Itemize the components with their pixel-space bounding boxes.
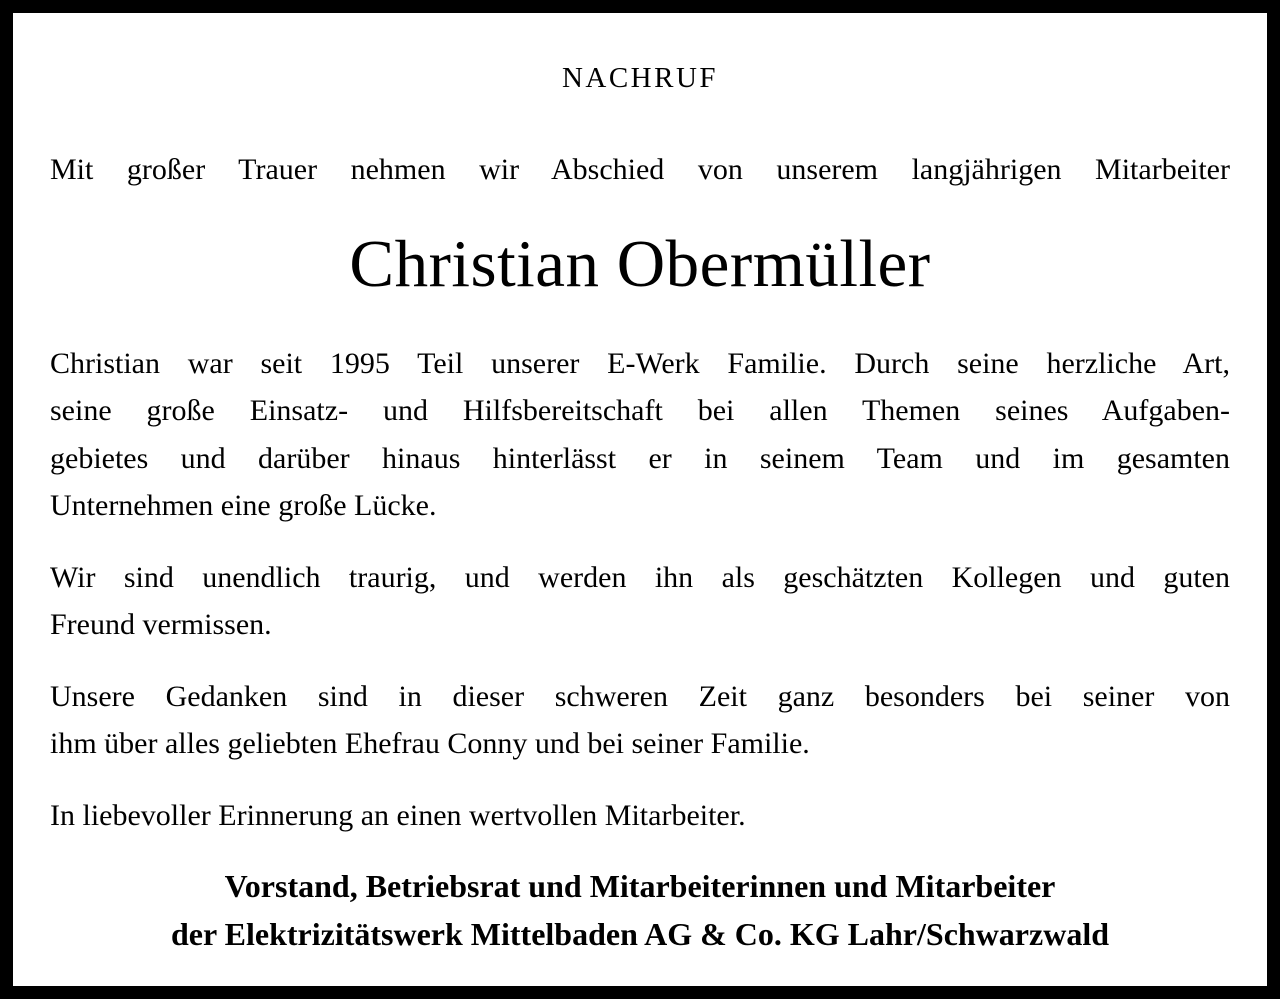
paragraph-line: Freund vermissen. bbox=[50, 608, 272, 641]
signature-line-company: der Elektrizitätswerk Mittelbaden AG & Co. KG Lahr/Schwarzwald bbox=[171, 915, 1109, 952]
notice-type-heading: NACHRUF bbox=[561, 62, 719, 94]
paragraph-line: Wir sind unendlich traurig, und werden ihn als geschätzten Kollegen und guten bbox=[50, 560, 1230, 594]
paragraph-line: Christian war seit 1995 Teil unserer E-Werk Familie. Durch seine herzliche Art, bbox=[50, 346, 1230, 380]
intro-line: Mit großer Trauer nehmen wir Abschied von unserem langjährigen Mitarbeiter bbox=[50, 153, 1230, 186]
signature-block bbox=[50, 863, 1230, 958]
notice-content bbox=[13, 13, 1267, 958]
paragraph-condolence bbox=[50, 673, 1230, 768]
paragraph-line: seine große Einsatz- und Hilfsbereitschaft bei allen Themen seines Aufgaben- bbox=[50, 394, 1230, 427]
paragraph-tribute bbox=[50, 340, 1230, 530]
deceased-name: Christian Obermüller bbox=[349, 226, 931, 301]
paragraph-grief bbox=[50, 554, 1230, 649]
signature-line-senders: Vorstand, Betriebsrat und Mitarbeiterinnen und Mitarbeiter bbox=[224, 868, 1056, 904]
paragraph-line: Unsere Gedanken sind in dieser schweren Zeit ganz besonders bei seiner von bbox=[50, 679, 1230, 713]
paragraph-line: gebietes und darüber hinaus hinterlässt er in seinem Team und im gesamten bbox=[50, 441, 1230, 475]
paragraph-line: Unternehmen eine große Lücke. bbox=[50, 489, 437, 522]
paragraph-line: In liebevoller Erinnerung an einen wertvollen Mitarbeiter. bbox=[50, 798, 746, 832]
paragraph-line: ihm über alles geliebten Ehefrau Conny und bei seiner Familie. bbox=[50, 727, 810, 760]
paragraph-remembrance bbox=[50, 792, 1230, 840]
